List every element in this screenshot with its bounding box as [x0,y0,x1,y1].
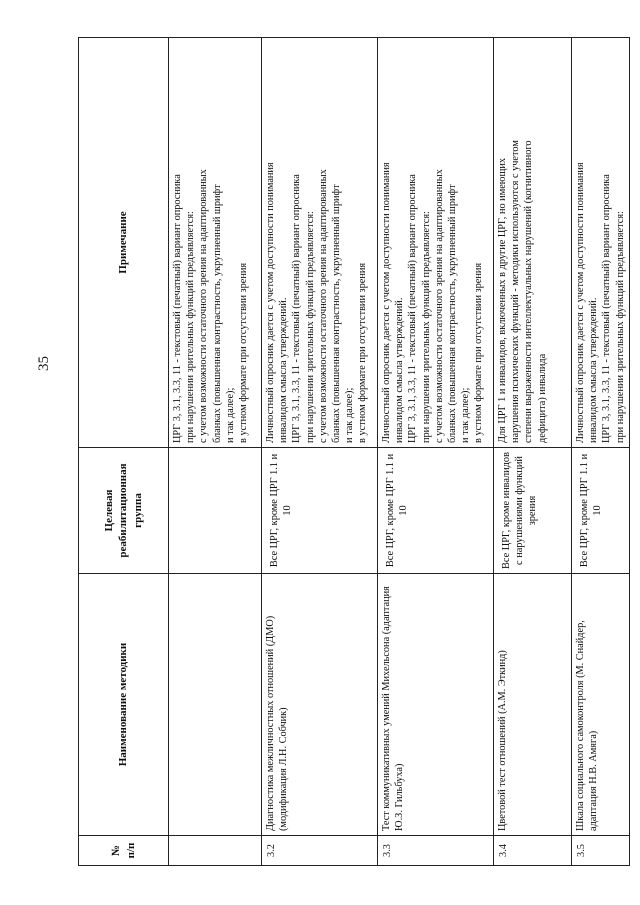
note-line: и так далее); [224,387,236,443]
row-num: 3.5 [572,836,630,866]
row-method [169,574,262,836]
note-line: Личностный опросник дается с учетом доступности понимания [575,162,586,443]
row-num: 3.3 [378,836,494,866]
note-line: ЦРГ 3, 3.1, 3.3, 11 - текстовый (печатный) вариант опросника [407,174,419,443]
note-line: ЦРГ 3, 3.1, 3.3, 11 - текстовый (печатный) вариант опросника [601,174,613,443]
header-method: Наименование методики [79,574,169,836]
row-note [494,38,572,448]
row-method: Тест коммуникативных умений Михельсона (адаптация Ю.З. Гильбуха) [378,574,494,836]
row-group: Все ЦРГ, кроме ЦРГ 1.1 и 10 [572,448,630,574]
note-line: при нарушении зрительных функций предъявляется: [614,211,626,443]
note-line: Личностный опросник дается с учетом доступности понимания [265,162,276,443]
row-group: Все ЦРГ, кроме ЦРГ 1.1 и 10 [378,448,494,574]
note-line: в устном формате при отсутствии зрения [357,262,369,443]
note-line: и так далее); [460,387,472,443]
row-method: Шкала социального самоконтроля (М. Снайдер, адаптация Н.В. Амяга) [572,574,630,836]
methods-table [78,37,630,866]
note-line: степени выраженности интеллектуальных нарушений (когнитивного [523,140,535,443]
row-num [169,836,262,866]
note-line: ЦРГ 3, 3.1, 3.3, 11 - текстовый (печатный) вариант опросника [172,174,183,443]
table-header-row [79,38,169,866]
row-note [169,38,262,448]
table-row [572,38,630,866]
note-line: бланках (повышенная контрастность, укрупненный шрифт [211,184,223,443]
note-line: при нарушении зрительных функций предъявляется: [304,211,316,443]
note-line: инвалидом смысла утверждений. [394,297,406,443]
note-line: в устном формате при отсутствии зрения [237,262,249,443]
header-note: Примечание [79,38,169,448]
note-line: и так далее); [344,387,356,443]
row-method: Диагностика межличностных отношений (ДМО) (модификация Л.Н. Собчик) [262,574,378,836]
note-line: с учетом возможности остаточного зрения на адаптированных [317,169,329,443]
row-note [262,38,378,448]
note-line: бланках (повышенная контрастность, укрупненный шрифт [446,184,458,443]
rotated-table-wrapper [78,38,626,866]
note-line: инвалидом смысла утверждений. [278,297,290,443]
table-row [262,38,378,866]
row-method: Цветовой тест отношений (А.М. Эткинд) [494,574,572,836]
row-note [572,38,630,448]
note-line: с учетом возможности остаточного зрения на адаптированных [433,169,445,443]
note-line: бланках (повышенная контрастность, укрупненный шрифт [330,184,342,443]
note-line: ЦРГ 3, 3.1, 3.3, 11 - текстовый (печатный) вариант опросника [291,174,303,443]
note-line: Личностный опросник дается с учетом доступности понимания [381,162,392,443]
note-line: при нарушении зрительных функций предъявляется: [420,211,432,443]
note-line: с учетом возможности остаточного зрения на адаптированных [198,169,210,443]
note-line: при нарушении зрительных функций предъявляется: [185,211,197,443]
row-group [169,448,262,574]
note-line: нарушения психических функций - методики используются с учетом [510,140,522,443]
table-row [494,38,572,866]
row-num: 3.4 [494,836,572,866]
row-num: 3.2 [262,836,378,866]
table-row [378,38,494,866]
row-group: Все ЦРГ, кроме ЦРГ 1.1 и 10 [262,448,378,574]
row-group: Все ЦРГ, кроме инвалидов с нарушениями функций зрения [494,448,572,574]
note-line: дефицита) инвалида [536,353,548,443]
page-number: 35 [36,356,52,371]
table-row [169,38,262,866]
note-line: инвалидом смысла утверждений. [588,297,600,443]
note-line: в устном формате при отсутствии зрения [473,262,485,443]
row-note [378,38,494,448]
note-line: Для ЦРГ 1 и инвалидов, включенных в другие ЦРГ, но имеющих [497,157,508,443]
header-group: Целевая реабилитационная группа [79,448,169,574]
header-num: № п/п [79,836,169,866]
